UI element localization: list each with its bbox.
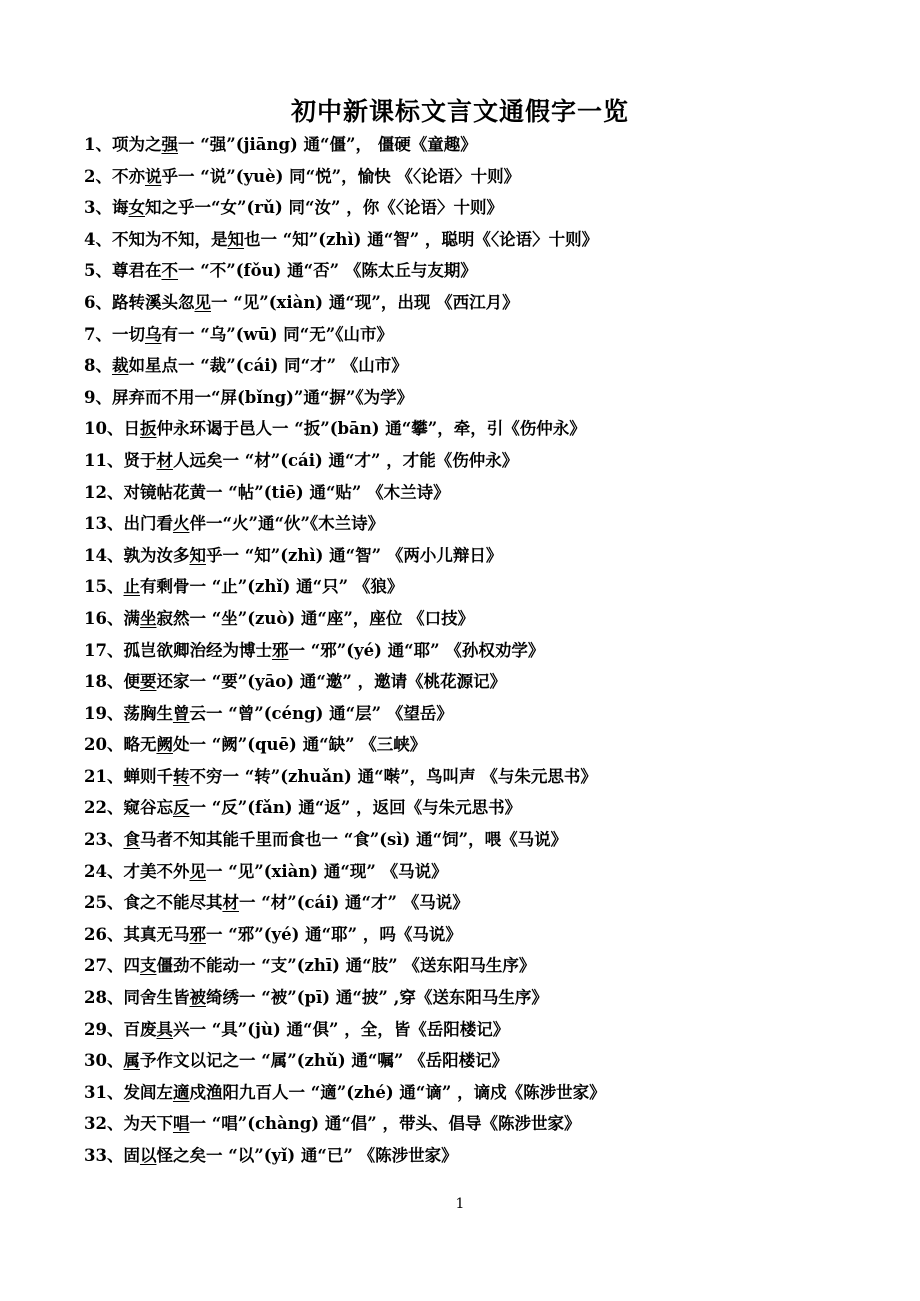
list-item (84, 319, 884, 351)
list-item (84, 508, 884, 540)
item-text-after: 一 “材”(cái) 通“才” 《马说》 (238, 893, 469, 913)
entry-list (84, 129, 884, 1172)
item-text-before: 固 (123, 1146, 140, 1165)
list-item (84, 887, 884, 919)
item-number: 1、 (84, 135, 112, 154)
item-text-before: 才美不外 (123, 861, 190, 881)
list-item (84, 919, 884, 951)
item-number: 4、 (84, 229, 112, 249)
item-text-before: 孰为汝多 (123, 545, 190, 565)
list-item (84, 729, 884, 761)
item-number: 11、 (84, 450, 124, 470)
item-text-after: 怪之矣一 “以”(yǐ) 通“已” 《陈涉世家》 (156, 1146, 458, 1165)
item-underlined-char: 曾 (172, 703, 190, 723)
item-text-after: 云一 “曾”(céng) 通“层” 《望岳》 (189, 703, 453, 723)
item-underlined-char: 见 (189, 861, 206, 881)
item-underlined-char: 阙 (156, 735, 173, 755)
item-underlined-char: 属 (123, 1051, 140, 1071)
item-number: 10、 (84, 419, 124, 439)
item-text-after: 不穷一 “转”(zhuǎn) 通“啭”，鸟叫声 《与朱元思书》 (189, 766, 597, 786)
item-underlined-char: 適 (172, 1082, 190, 1102)
list-item (84, 1140, 884, 1172)
item-underlined-char: 见 (194, 292, 211, 312)
item-number: 12、 (84, 482, 124, 502)
item-underlined-char: 知 (227, 229, 244, 249)
item-text-after: 还家一 “要”(yāo) 通“邀” ，邀请《桃花源记》 (156, 672, 507, 692)
list-item (84, 761, 884, 793)
item-text-after: 仲永环谒于邑人一 “扳”(bān) 通“攀”，牵，引《伤仲永》 (156, 419, 586, 439)
item-underlined-char: 强 (161, 135, 178, 154)
item-text-after: 有一 “乌”(wū) 同“无”《山市》 (161, 324, 393, 344)
item-number: 16、 (84, 608, 124, 628)
item-text-before: 窥谷忘 (123, 798, 173, 818)
list-item (84, 856, 884, 888)
item-text-after: 兴一 “具”(jù) 通“俱” ，全，皆《岳阳楼记》 (172, 1019, 510, 1039)
item-text-after: 一 “邪”(yé) 通“耶” ，吗《马说》 (205, 924, 462, 944)
list-item (84, 224, 884, 256)
item-text-after: 予作文以记之一 “属”(zhǔ) 通“嘱” 《岳阳楼记》 (139, 1051, 509, 1071)
list-item (84, 824, 884, 856)
list-item (84, 792, 884, 824)
item-number: 29、 (84, 1019, 124, 1039)
item-underlined-char: 要 (139, 672, 157, 692)
item-number: 25、 (84, 893, 124, 913)
item-underlined-char: 乌 (144, 324, 162, 344)
list-item (84, 192, 884, 224)
item-text-before: 发闾左 (123, 1082, 173, 1102)
item-text-after: 人远矣一 “材”(cái) 通“才” ，才能《伤仲永》 (172, 450, 519, 470)
item-text-after: 也一 “知”(zhì) 通“智” ，聪明《〈论语〉十则》 (243, 229, 599, 249)
list-item (84, 1108, 884, 1140)
item-text-after: 知之乎一“女”(rǔ) 同“汝” ，你《〈论语〉十则》 (144, 198, 503, 218)
list-item (84, 413, 884, 445)
item-number: 23、 (84, 830, 124, 850)
item-underlined-char: 具 (156, 1019, 173, 1039)
item-text-after: 一 “见”(xiàn) 通“现” 《马说》 (205, 861, 448, 881)
item-number: 28、 (84, 988, 124, 1008)
item-number: 33、 (84, 1146, 124, 1165)
item-underlined-char: 邪 (271, 640, 289, 660)
page-number: 1 (455, 1196, 465, 1212)
item-text-after: 一 “见”(xiàn) 通“现”，出现 《西江月》 (210, 292, 519, 312)
item-underlined-char: 扳 (139, 419, 157, 439)
list-item (84, 161, 884, 193)
item-text-before: 对镜帖花黄一 “帖”(tiē) 通“贴” 《木兰诗》 (123, 482, 450, 502)
item-number: 19、 (84, 703, 124, 723)
item-text-after: 伴一“火”通“伙”《木兰诗》 (189, 514, 385, 534)
item-number: 30、 (84, 1051, 124, 1071)
item-underlined-char: 支 (139, 956, 157, 976)
item-underlined-char: 唱 (172, 1114, 190, 1134)
item-text-before: 百废 (123, 1019, 157, 1039)
list-item (84, 1014, 884, 1046)
item-text-after: 僵劲不能动一 “支”(zhī) 通“肢” 《送东阳马生序》 (156, 956, 536, 976)
item-underlined-char: 知 (189, 545, 206, 565)
item-text-before: 四 (123, 956, 140, 976)
item-underlined-char: 坐 (139, 608, 157, 628)
item-text-after: 一 “反”(fǎn) 通“返” ，返回《与朱元思书》 (189, 798, 522, 818)
item-underlined-char: 反 (172, 798, 190, 818)
item-number: 24、 (84, 861, 124, 881)
item-text-after: 一 “邪”(yé) 通“耶” 《孙权劝学》 (288, 640, 545, 660)
item-text-before: 出门看 (123, 514, 173, 534)
item-text-before: 满 (123, 608, 140, 628)
item-text-before: 一切 (111, 324, 145, 344)
item-text-after: 有剩骨一 “止”(zhǐ) 通“只” 《狼》 (139, 577, 404, 597)
item-text-before: 尊君在 (111, 261, 162, 281)
item-text-before: 孤岂欲卿治经为博士 (123, 640, 272, 660)
item-text-before: 诲 (111, 198, 129, 218)
item-number: 17、 (84, 640, 124, 660)
item-text-before: 蝉则千 (123, 766, 173, 786)
item-underlined-char: 转 (172, 766, 190, 786)
item-underlined-char: 材 (222, 893, 239, 913)
item-text-after: 乎一 “知”(zhì) 通“智” 《两小儿辩日》 (205, 545, 503, 565)
list-item (84, 287, 884, 319)
list-item (84, 698, 884, 730)
item-number: 26、 (84, 924, 124, 944)
item-number: 8、 (84, 356, 112, 376)
item-underlined-char: 止 (123, 577, 140, 597)
item-number: 27、 (84, 956, 124, 976)
item-text-after: 乎一 “说”(yuè) 同“悦”，愉快 《〈论语〉十则》 (161, 166, 521, 186)
item-number: 20、 (84, 735, 124, 755)
item-text-after: 绮绣一 “被”(pī) 通“披” ,穿《送东阳马生序》 (205, 988, 548, 1008)
item-text-before: 项为之 (111, 135, 162, 154)
list-item (84, 1077, 884, 1109)
item-text-after: 一 “不”(fǒu) 通“否” 《陈太丘与友期》 (177, 261, 477, 281)
list-item (84, 350, 884, 382)
item-underlined-char: 裁 (111, 356, 129, 376)
list-item (84, 382, 884, 414)
item-text-before: 屏弃而不用一“屏(bǐng)”通“摒”《为学》 (111, 387, 414, 407)
item-underlined-char: 被 (189, 988, 206, 1008)
item-number: 14、 (84, 545, 124, 565)
item-number: 9、 (84, 387, 112, 407)
list-item (84, 540, 884, 572)
item-number: 22、 (84, 798, 124, 818)
list-item (84, 571, 884, 603)
item-text-before: 便 (123, 672, 140, 692)
item-underlined-char: 说 (144, 166, 162, 186)
item-number: 21、 (84, 766, 124, 786)
item-text-after: 如星点一 “裁”(cái) 同“才” 《山市》 (128, 356, 408, 376)
item-text-before: 不知为不知，是 (111, 229, 228, 249)
item-number: 2、 (84, 166, 112, 186)
list-item (84, 982, 884, 1014)
item-underlined-char: 火 (172, 514, 190, 534)
item-number: 18、 (84, 672, 124, 692)
item-number: 3、 (84, 198, 112, 218)
item-number: 5、 (84, 261, 112, 281)
item-text-before: 不亦 (111, 166, 145, 186)
item-text-before: 食之不能尽其 (123, 893, 223, 913)
item-underlined-char: 女 (128, 198, 145, 218)
page-title: 初中新课标文言文通假字一览 (290, 97, 629, 126)
list-item (84, 255, 884, 287)
list-item (84, 950, 884, 982)
item-number: 6、 (84, 292, 112, 312)
item-text-before: 略无 (123, 735, 157, 755)
item-number: 15、 (84, 577, 124, 597)
list-item (84, 1045, 884, 1077)
list-item (84, 603, 884, 635)
list-item (84, 477, 884, 509)
item-number: 7、 (84, 324, 112, 344)
item-number: 32、 (84, 1114, 124, 1134)
list-item (84, 666, 884, 698)
list-item (84, 635, 884, 667)
item-text-after: 戍渔阳九百人一 “適”(zhé) 通“谪” ，谪戍《陈涉世家》 (189, 1082, 606, 1102)
item-number: 31、 (84, 1082, 124, 1102)
item-text-after: 一 “强”(jiāng) 通“僵”， 僵硬《童趣》 (177, 135, 477, 154)
list-item (84, 445, 884, 477)
item-text-before: 其真无马 (123, 924, 190, 944)
item-text-before: 日 (123, 419, 140, 439)
item-text-before: 同舍生皆 (123, 988, 190, 1008)
item-text-after: 寂然一 “坐”(zuò) 通“座”，座位 《口技》 (156, 608, 475, 628)
item-text-before: 荡胸生 (123, 703, 173, 723)
item-underlined-char: 不 (161, 261, 178, 281)
list-item (84, 129, 884, 161)
item-text-before: 为天下 (123, 1114, 173, 1134)
item-text-after: 马者不知其能千里而食也一 “食”(sì) 通“饲”，喂《马说》 (139, 830, 568, 850)
item-underlined-char: 材 (156, 450, 173, 470)
item-text-before: 路转溪头忽 (111, 292, 195, 312)
item-text-after: 一 “唱”(chàng) 通“倡” ，带头、倡导《陈涉世家》 (189, 1114, 581, 1134)
item-underlined-char: 邪 (189, 924, 206, 944)
item-text-after: 处一 “阙”(quē) 通“缺” 《三峡》 (172, 735, 427, 755)
item-number: 13、 (84, 514, 124, 534)
item-text-before: 贤于 (123, 450, 157, 470)
item-underlined-char: 食 (123, 830, 140, 850)
item-underlined-char: 以 (139, 1146, 157, 1165)
